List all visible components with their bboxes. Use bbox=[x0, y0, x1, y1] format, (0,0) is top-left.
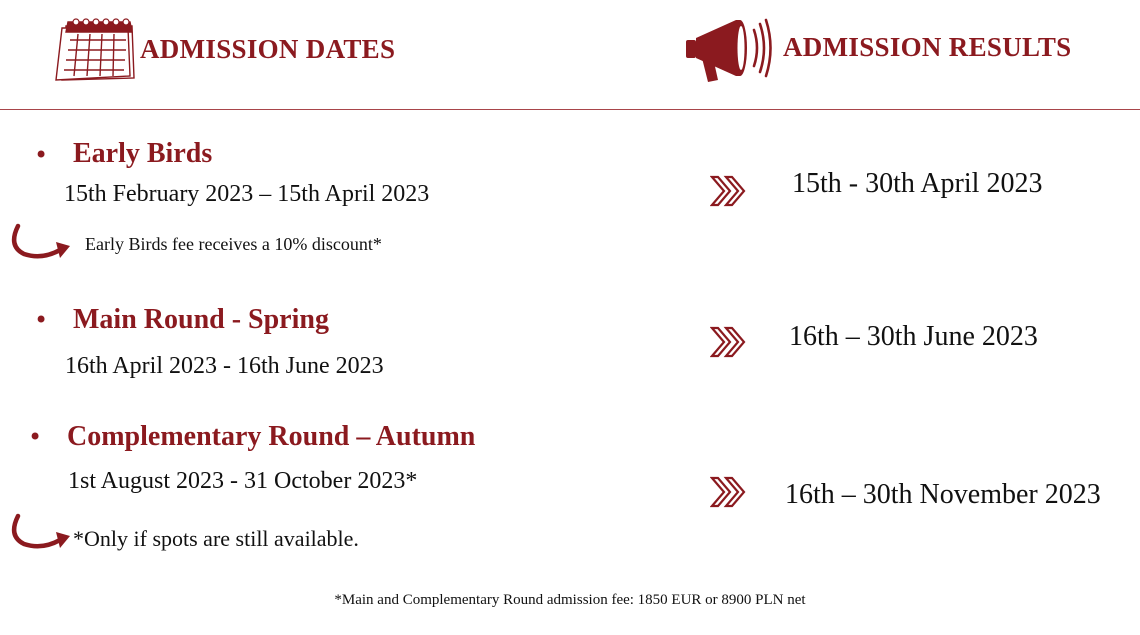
round-title-early-birds: Early Birds bbox=[73, 138, 213, 169]
result-date-main-round: 16th – 30th June 2023 bbox=[789, 321, 1038, 352]
admission-dates-title: ADMISSION DATES bbox=[140, 34, 396, 64]
round-dates-main-round: 16th April 2023 - 16th June 2023 bbox=[65, 353, 384, 379]
result-date-early-birds: 15th - 30th April 2023 bbox=[792, 168, 1043, 199]
round-title-complementary-round: Complementary Round – Autumn bbox=[67, 421, 476, 452]
double-chevron-icon bbox=[710, 175, 750, 207]
double-chevron-icon bbox=[710, 326, 750, 358]
curved-arrow-icon bbox=[8, 512, 74, 556]
result-date-complementary-round: 16th – 30th November 2023 bbox=[785, 479, 1101, 510]
bullet-main-round: • bbox=[34, 306, 49, 334]
megaphone-icon bbox=[684, 16, 774, 84]
double-chevron-icon bbox=[710, 476, 750, 508]
round-dates-complementary-round: 1st August 2023 - 31 October 2023* bbox=[68, 468, 418, 494]
round-title-main-round: Main Round - Spring bbox=[73, 304, 329, 335]
calendar-icon bbox=[52, 18, 136, 84]
bullet-complementary-round: • bbox=[28, 423, 43, 451]
footer-fee-note: *Main and Complementary Round admission fee: 1850 EUR or 8900 PLN net bbox=[334, 592, 806, 608]
early-birds-discount-note: Early Birds fee receives a 10% discount* bbox=[85, 234, 382, 254]
bullet-early-birds: • bbox=[34, 141, 49, 169]
availability-note: *Only if spots are still available. bbox=[73, 526, 359, 551]
header-divider bbox=[0, 109, 1140, 110]
curved-arrow-icon bbox=[8, 222, 74, 266]
admission-results-title: ADMISSION RESULTS bbox=[783, 32, 1072, 62]
round-dates-early-birds: 15th February 2023 – 15th April 2023 bbox=[64, 181, 430, 207]
